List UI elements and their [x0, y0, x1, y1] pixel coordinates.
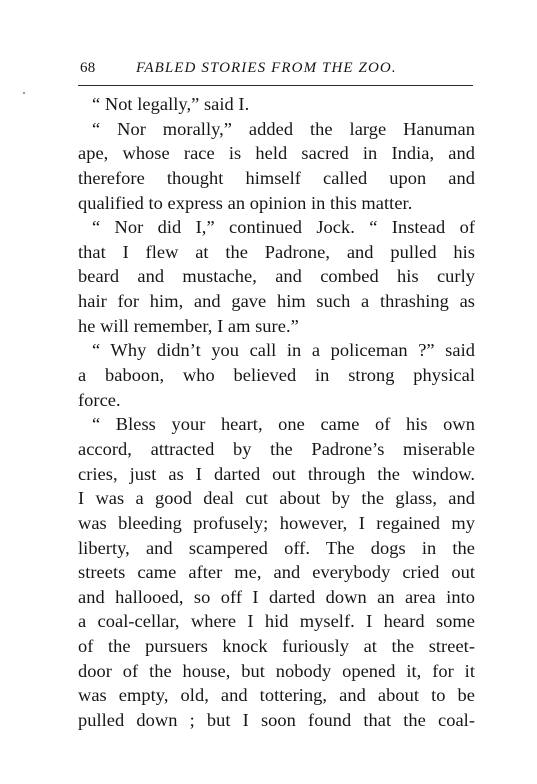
text-line: I was a good deal cut about by the glass, and [78, 488, 475, 509]
text-line: that I flew at the Padrone, and pulled his [78, 241, 475, 262]
text-line: accord, attracted by the Padrone’s miserable [78, 438, 475, 459]
text-line: door of the house, but nobody opened it, for it [78, 660, 475, 681]
header-rule [78, 85, 473, 86]
print-speck [23, 92, 25, 94]
text-line: pulled down ; but I soon found that the coal- [78, 710, 475, 731]
text-line: “ Nor morally,” added the large Hanuman [92, 118, 475, 139]
running-title: FABLED STORIES FROM THE ZOO. [136, 60, 397, 76]
running-header [80, 58, 472, 78]
text-line: a coal-cellar, where I hid myself. I heard some [78, 611, 475, 632]
text-line: cries, just as I darted out through the window. [78, 463, 475, 484]
text-line: he will remember, I am sure.” [78, 315, 299, 336]
text-line: of the pursuers knock furiously at the street- [78, 636, 475, 657]
text-line: therefore thought himself called upon and [78, 167, 475, 188]
text-line: “ Why didn’t you call in a policeman ?” said [92, 340, 475, 361]
body-text [78, 92, 475, 733]
text-line: “ Not legally,” said I. [92, 94, 250, 114]
page-number: 68 [80, 60, 96, 76]
text-line: “ Bless your heart, one came of his own [92, 414, 475, 435]
text-line: hair for him, and gave him such a thrashing as [78, 291, 475, 312]
text-line: a baboon, who believed in strong physical [78, 365, 475, 386]
text-line: was bleeding profusely; however, I regained my [78, 512, 475, 533]
text-line: “ Nor did I,” continued Jock. “ Instead of [92, 217, 475, 238]
text-line: qualified to express an opinion in this matter. [78, 192, 413, 213]
text-line: ape, whose race is held sacred in India, and [78, 143, 475, 164]
text-line: streets came after me, and everybody cried out [78, 562, 475, 583]
text-line: was empty, old, and tottering, and about to be [78, 685, 475, 706]
text-line: and hallooed, so off I darted down an area into [78, 586, 475, 607]
text-line: liberty, and scampered off. The dogs in the [78, 537, 475, 558]
text-line: force. [78, 389, 121, 410]
text-line: beard and mustache, and combed his curly [78, 266, 475, 287]
